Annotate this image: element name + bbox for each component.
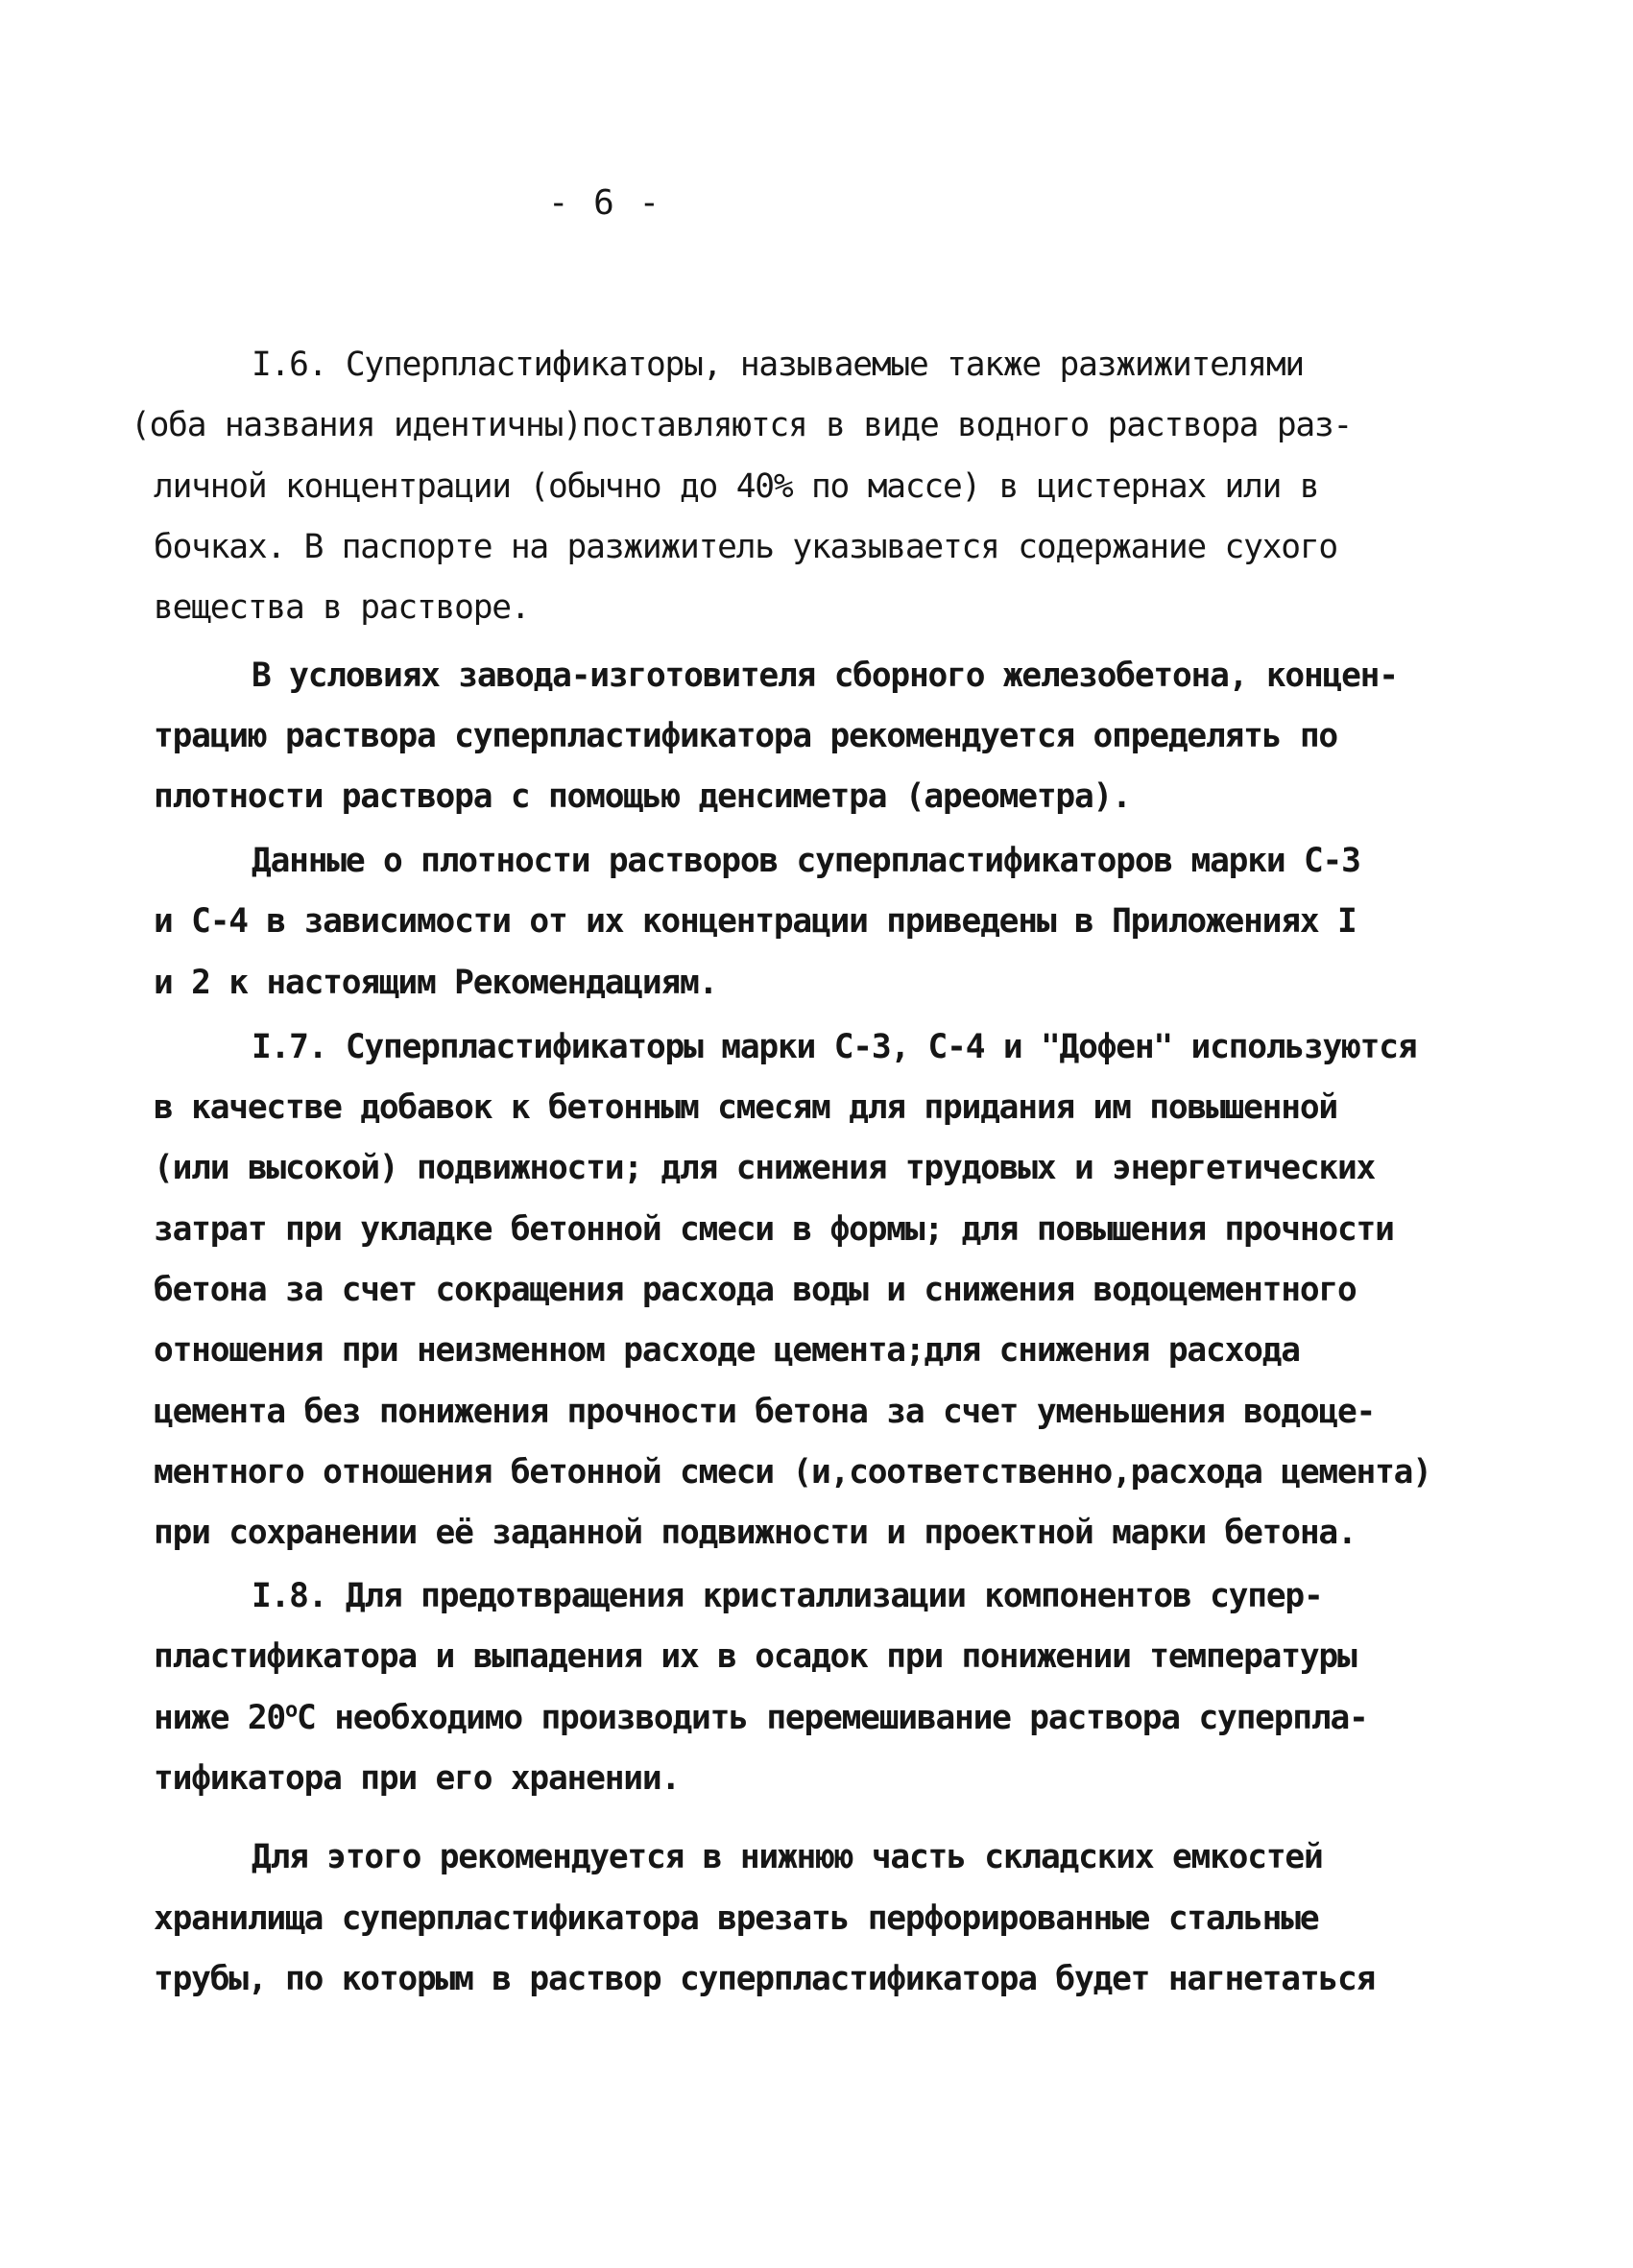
text-line: личной концентрации (обычно до 40% по массе) в цистернах или в (154, 467, 1319, 506)
text-line (154, 1696, 1368, 1740)
text-line: I.8. Для предотвращения кристаллизации компонентов супер- (252, 1577, 1323, 1615)
text-line: затрат при укладке бетонной смеси в формы; для повышения прочности (154, 1210, 1394, 1249)
text-line: отношения при неизменном расходе цемента;для снижения расхода (154, 1331, 1300, 1370)
text-line: плотности раствора с помощью денсиметра (ареометра). (154, 777, 1131, 816)
text-line: бочках. В паспорте на разжижитель указывается содержание сухого (154, 528, 1337, 566)
text-line: (или высокой) подвижности; для снижения трудовых и энергетических (154, 1149, 1376, 1187)
degree-superscript: о (285, 1698, 298, 1723)
text-fragment: ниже 20 (154, 1699, 285, 1737)
text-line: ментного отношения бетонной смеси (и,соответственно,расхода цемента) (154, 1453, 1431, 1492)
text-line: хранилища суперпластификатора врезать перфорированные стальные (154, 1899, 1319, 1938)
text-line: В условиях завода-изготовителя сборного железобетона, концен- (252, 657, 1398, 695)
text-line: I.6. Суперпластификаторы, называемые также разжижителями (252, 346, 1304, 384)
page-number: - 6 - (547, 183, 662, 223)
text-line: тификатора при его хранении. (154, 1759, 680, 1798)
text-line: пластификатора и выпадения их в осадок при понижении температуры (154, 1637, 1357, 1676)
text-line: цемента без понижения прочности бетона за счет уменьшения водоце- (154, 1393, 1376, 1431)
text-line: Данные о плотности растворов суперпластификаторов марки С-3 (252, 842, 1360, 880)
text-line: и С-4 в зависимости от их концентрации приведены в Приложениях I (154, 902, 1357, 941)
text-line: и 2 к настоящим Рекомендациям. (154, 964, 718, 1002)
text-line: вещества в растворе. (154, 588, 530, 627)
text-fragment: С необходимо производить перемешивание раствора суперпла- (297, 1699, 1368, 1737)
text-line: Для этого рекомендуется в нижнюю часть складских емкостей (252, 1838, 1323, 1876)
text-line: трубы, по которым в раствор суперпластификатора будет нагнетаться (154, 1960, 1376, 1998)
text-line: I.7. Суперпластификаторы марки С-3, С-4 и "Дофен" используются (252, 1028, 1417, 1066)
text-line: в качестве добавок к бетонным смесям для придания им повышенной (154, 1088, 1337, 1127)
text-line: бетона за счет сокращения расхода воды и снижения водоцементного (154, 1271, 1357, 1309)
text-line: при сохранении её заданной подвижности и проектной марки бетона. (154, 1514, 1357, 1552)
text-line: трацию раствора суперпластификатора рекомендуется определять по (154, 717, 1337, 755)
text-line: (оба названия идентичны)поставляются в виде водного раствора раз- (131, 406, 1353, 444)
